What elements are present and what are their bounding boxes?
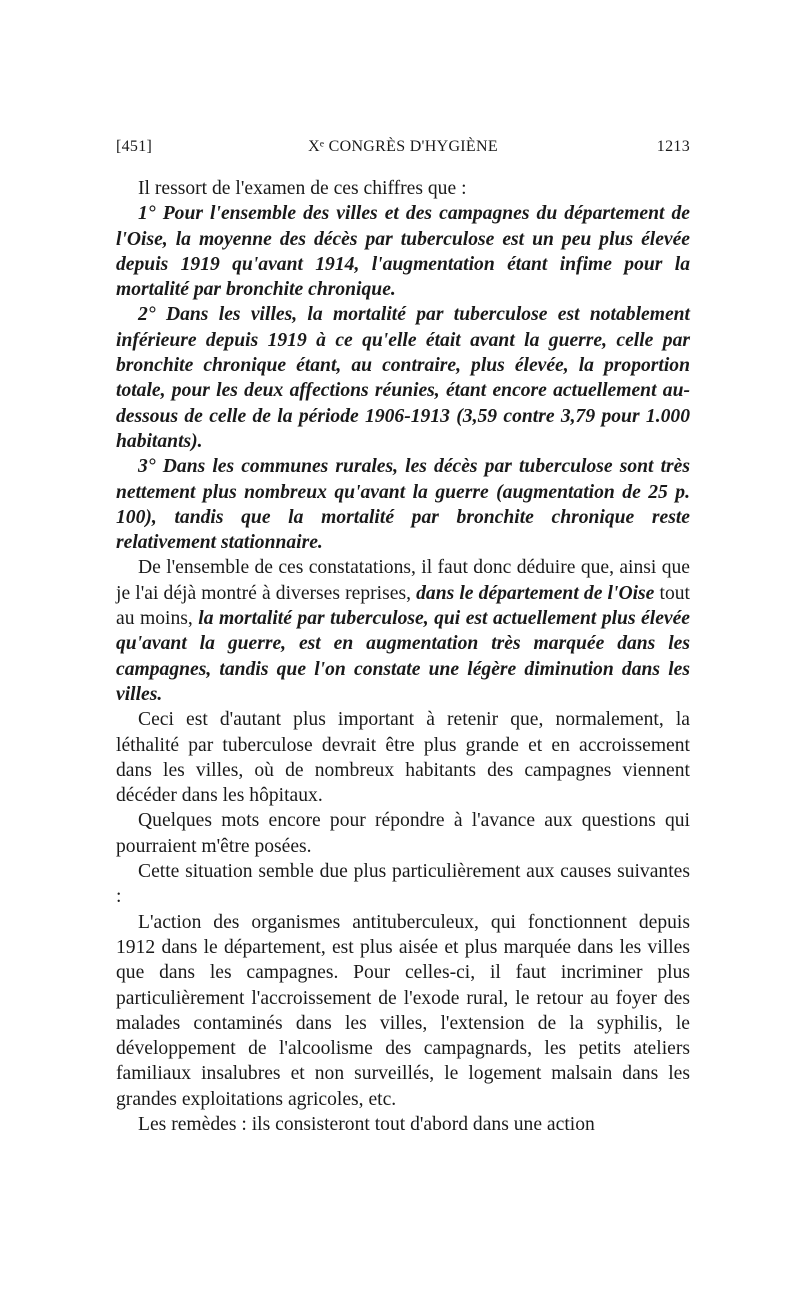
conclusion-intro: De l'ensemble de ces constatations, il faut donc déduire que, ainsi que je l'ai déjà montré à diverses reprises, [116,557,690,604]
conclusion-middle: tout au moins, [116,582,690,630]
conclusion-emphasis-2: la mortalité par tuberculose, qui est actuellement plus élevée qu'avant la guerre, est en augmentation très marquée dans les campagnes, tandis que l'on constate une légère diminution dans les villes. [116,608,690,705]
point-1-text: 1° Pour l'ensemble des villes et des campagnes du département de l'Oise, la moyenne des décès par tuberculose est un peu plus élevée depuis 1919 qu'avant 1914, l'augmentation étant infime pour la mortalité par bronchite chronique. [116,203,690,301]
paragraph-remedies: Les remèdes : ils consisteront tout d'abord dans une action [138,1113,595,1135]
paragraph-point-2 [116,302,690,454]
paragraph-situation: Cette situation semble due plus particulièrement aux causes suivantes : [116,861,690,908]
running-header [116,136,690,162]
paragraph-point-3 [116,454,690,555]
book-page [116,136,690,1137]
point-2-text: 2° Dans les villes, la mortalité par tuberculose est notablement inférieure depuis 1919 à ce qu'elle était avant la guerre, celle par bronchite chronique étant, au contraire, plus élevée, la proportion totale, pour les deux affections réunies, étant encore actuellement au-dessous de celle de la période 1906-1913 (3,59 contre 3,79 pour 1.000 habitants). [116,304,690,452]
running-title: Xᵉ CONGRÈS D'HYGIÈNE [308,138,498,155]
page-number: 1213 [656,138,690,155]
conclusion-emphasis-1: dans le département de l'Oise [416,582,655,604]
paragraph-causes: L'action des organismes antituberculeux, qui fonctionnent depuis 1912 dans le département, est plus aisée et plus marquée dans les villes que dans les campagnes. Pour celles-ci, il faut incriminer plus particulièrement l'accroissement de l'exode rural, le retour au foyer des malades contaminés dans les villes, l'extension de la syphilis, le développement de l'alcoolisme des campagnards, les petits ateliers familiaux insalubres et non surveillés, le logement malsain dans les grandes exploitations agricoles, etc. [116,911,690,1110]
paragraph-intro: Il ressort de l'examen de ces chiffres que : [138,178,467,199]
section-number: [451] [116,138,153,155]
point-3-text: 3° Dans les communes rurales, les décès par tuberculose sont très nettement plus nombreux qu'avant la guerre (augmentation de 25 p. 100), tandis que la mortalité par bronchite chronique reste relativement stationnaire. [116,456,690,554]
paragraph-lethality: Ceci est d'autant plus important à retenir que, normalement, la léthalité par tuberculose devrait être plus grande et en accroissement dans les villes, où de nombreux habitants des campagnes viennent décéder dans les hôpitaux. [116,709,690,807]
paragraph-point-1 [116,201,690,302]
body-text [116,176,690,1137]
paragraph-questions: Quelques mots encore pour répondre à l'avance aux questions qui pourraient m'être posées. [116,810,690,857]
paragraph-conclusion [116,555,690,707]
